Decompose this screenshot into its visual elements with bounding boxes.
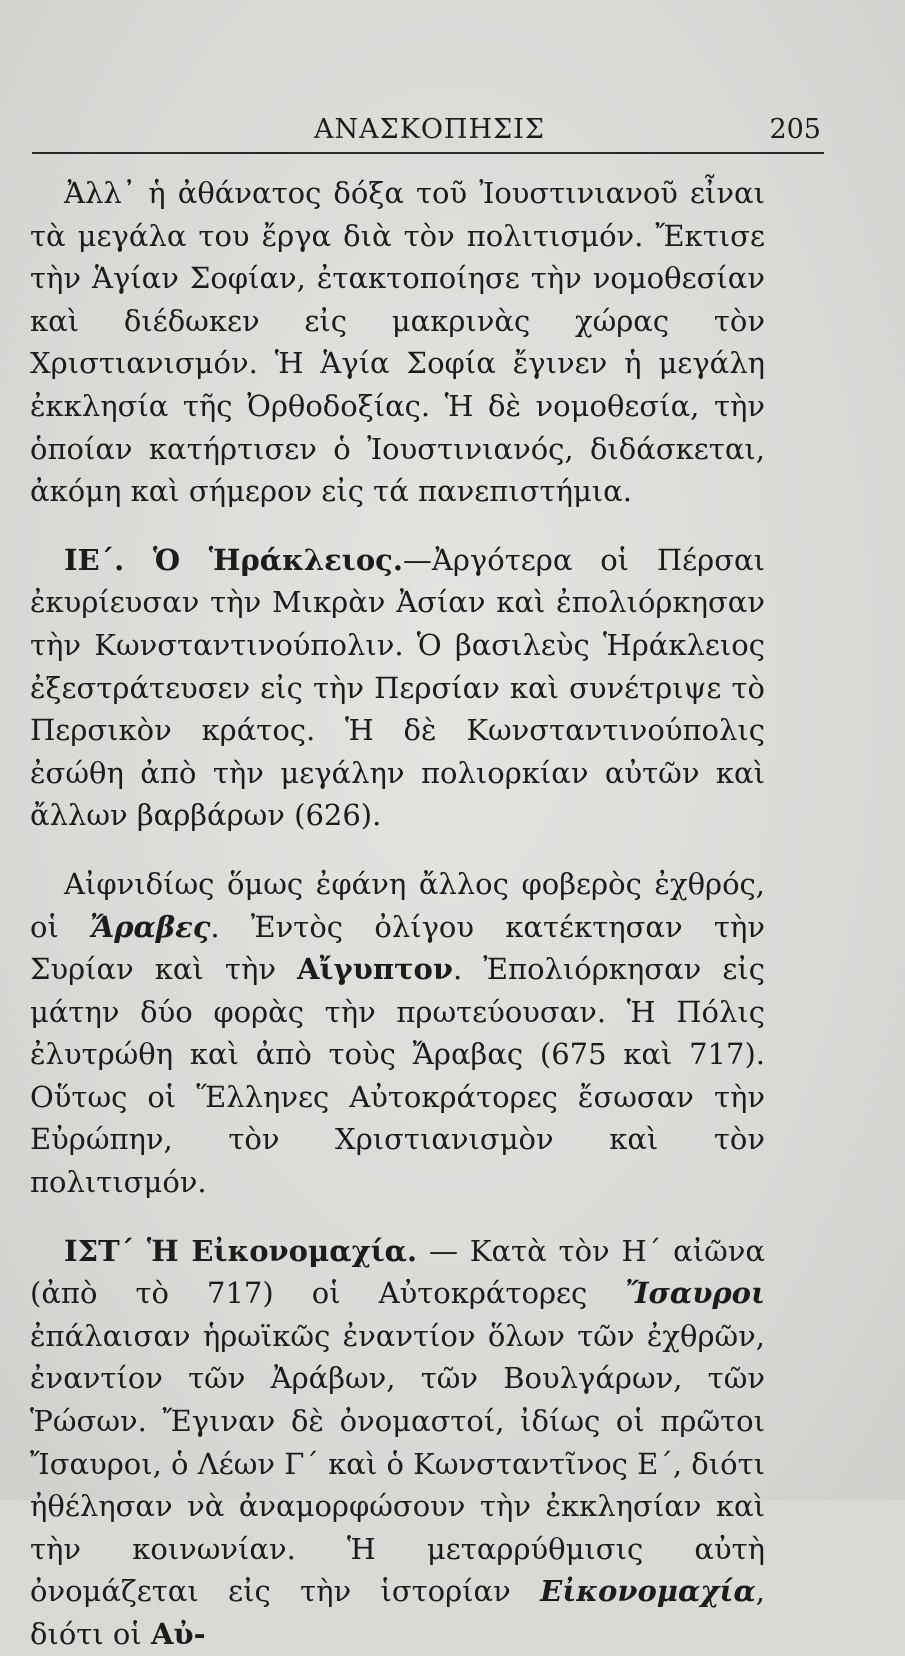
emphasis-term: Ἄραβες bbox=[90, 909, 211, 944]
paragraph-text: . Ἐπολιόρκησαν εἰς μάτην δύο φορὰς τὴν πρωτεύουσαν. Ἡ Πόλις ἐλυτρώθη καὶ ἀπὸ τοὺς Ἄραβας (675 καὶ 717). Οὕτως οἱ Ἕλληνες Αὐτοκράτορες ἔσωσαν τὴν Εὐρώπην, τὸν Χριστιανισμὸν καὶ τὸν πολιτισμόν. bbox=[30, 952, 765, 1200]
paragraph-text: —Ἀργότερα οἱ Πέρσαι ἐκυρίευσαν τὴν Μικρὰν Ἀσίαν καὶ ἐπολιόρκησαν τὴν Κωνσταντινούπολιν. Ὁ βασιλεὺς Ἡράκλειος ἐξεστράτευσεν εἰς τὴν Περσίαν καὶ συνέτριψε τὸ Περσικὸν κράτος. Ἡ δὲ Κωνσταντινούπολις ἐσώθη ἀπὸ τὴν μεγάλην πολιορκίαν αὐτῶν καὶ ἄλλων βαρβάρων (626). bbox=[30, 542, 765, 833]
paragraph-text: , διότι οἱ bbox=[30, 1574, 765, 1651]
header-rule bbox=[32, 152, 824, 154]
emphasis-term: Εἰκονομαχία bbox=[540, 1574, 756, 1609]
section-heading: ΙΕ΄. Ὁ Ἡράκλειος. bbox=[64, 542, 403, 577]
paragraph-justinian bbox=[30, 172, 765, 513]
paragraph-text: — Κατὰ τὸν Η΄ αἰῶνα (ἀπὸ τὸ 717) οἱ Αὐτοκράτορες bbox=[30, 1233, 765, 1311]
page-number: 205 bbox=[769, 114, 821, 145]
page-header bbox=[32, 108, 827, 148]
paragraph-heraclius bbox=[30, 539, 765, 837]
section-heading: ΙΣΤ΄ Ἡ Εἰκονομαχία. bbox=[64, 1233, 418, 1268]
emphasis-term: Αὐ- bbox=[150, 1617, 206, 1651]
body-text bbox=[30, 172, 765, 1656]
paragraph-arabs bbox=[30, 863, 765, 1204]
paragraph-iconoclasm bbox=[30, 1230, 765, 1656]
running-title: ΑΝΑΣΚΟΠΗΣΙΣ bbox=[314, 114, 545, 145]
paragraph-text: ἐπάλαισαν ἡρωϊκῶς ἐναντίον ὅλων τῶν ἐχθρῶν, ἐναντίον τῶν Ἀράβων, τῶν Βουλγάρων, τῶν Ῥώσων. Ἔγιναν δὲ ὀνομαστοί, ἰδίως οἱ πρῶτοι Ἴσαυροι, ὁ Λέων Γ΄ καὶ ὁ Κωνσταντῖνος Ε΄, διότι ἠθέλησαν νὰ ἀναμορφώσουν τὴν ἐκκλησίαν καὶ τὴν κοινωνίαν. Ἡ μεταρρύθμισις αὐτὴ ὀνομάζεται εἰς τὴν ἱστορίαν bbox=[30, 1318, 765, 1609]
paragraph-text: Αἰφνιδίως ὅμως ἐφάνη ἄλλος φοβερὸς ἐχθρός, οἱ bbox=[30, 866, 765, 944]
paragraph-text: Ἀλλ᾽ ἡ ἀθάνατος δόξα τοῦ Ἰουστινιανοῦ εἶναι τὰ μεγάλα του ἔργα διὰ τὸν πολιτισμόν. Ἔκτισε τὴν Ἁγίαν Σοφίαν, ἐτακτοποίησε τὴν νομοθεσίαν καὶ διέδωκεν εἰς μακρινὰς χώρας τὸν Χριστιανισμόν. Ἡ Ἁγία Σοφία ἔγινεν ἡ μεγάλη ἐκκλησία τῆς Ὀρθοδοξίας. Ἡ δὲ νομοθεσία, τὴν ὁποίαν κατήρτισεν ὁ Ἰουστινιανός, διδάσκεται, ἀκόμη καὶ σήμερον εἰς τά πανεπιστήμια. bbox=[30, 176, 765, 509]
paragraph-text: . Ἐντὸς ὀλίγου κατέκτησαν τὴν Συρίαν καὶ τὴν bbox=[30, 909, 765, 987]
emphasis-term: Ἴσαυροι bbox=[625, 1276, 765, 1311]
emphasis-term: Αἴγυπτον bbox=[297, 952, 454, 987]
